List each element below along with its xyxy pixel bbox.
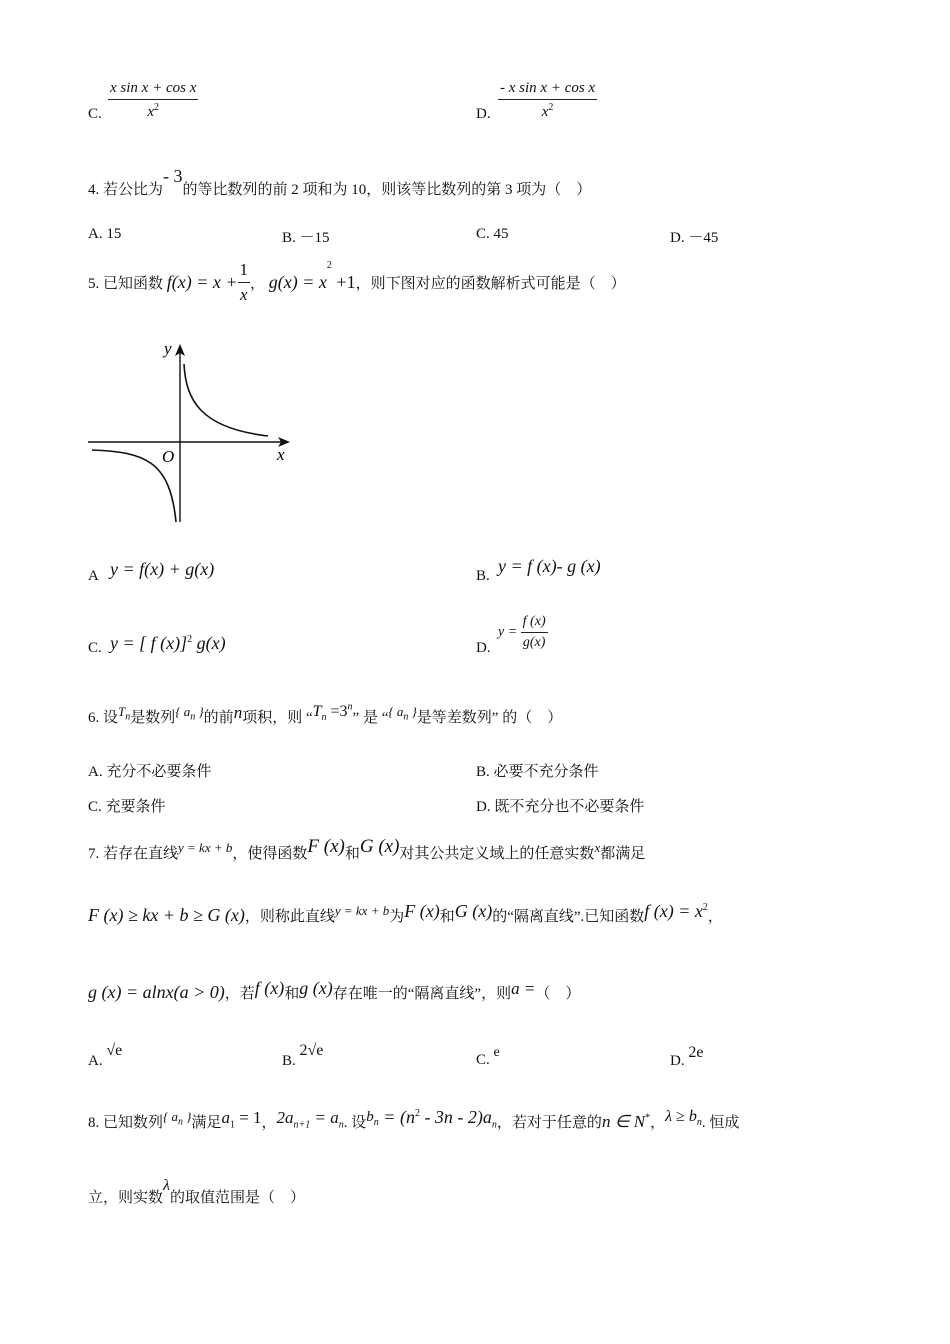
q8-pre: 8. 已知数列 [88, 1115, 164, 1131]
q7-line2-mid: ，则称此直线 [244, 909, 335, 925]
q7-line1-post: 对其公共定义域上的任意实数 [399, 846, 595, 862]
q5-sep: ， [250, 276, 266, 292]
q5-option-d-label: D. [476, 640, 491, 656]
q6-stem-t5: 是等差数列” 的（ ） [416, 710, 563, 726]
q8-a1-rhs: = 1 [234, 1108, 262, 1127]
q8-b-rhs: = (n [378, 1107, 415, 1127]
q7-line3-end: （ ） [535, 986, 581, 1002]
q8-lambda: λ [163, 1177, 170, 1194]
q6-stem-t4: ” 是 “ [352, 710, 389, 726]
q7-f: f (x) [254, 978, 285, 998]
q8-b-rhs2: - 3n - 2)a [419, 1107, 492, 1127]
q8-line2-pre: 立，则实数 [88, 1190, 164, 1206]
q3-option-d-label: D. [476, 106, 491, 122]
q7-comma: ， [707, 909, 723, 925]
q5-g-tail: +1 [331, 272, 356, 292]
q7-and-3: 和 [284, 986, 300, 1002]
q8-t2: . 设 [343, 1115, 367, 1131]
q6-option-b: B. 必要不充分条件 [476, 764, 599, 780]
x-axis-label: x [277, 445, 285, 464]
q4-option-b: B. －15 [282, 230, 330, 246]
q6-stem-pre: 6. 设 [88, 710, 119, 726]
q8-line1: 8. 已知数列{ $a_n$ }满足$a_1 = 1$，$2a_{n+1} = a_n$. 设$b_n = (n^2 - 3n - 2)a_n$，若对于任意的n ∈ N*，$\lambda \ge b_n$. 恒成 [88, 1107, 740, 1131]
q8-rec: 2a [276, 1108, 294, 1127]
q7-option-d-label: D. [670, 1053, 685, 1069]
q5-stem-post: ，则下图对应的函数解析式可能是（ ） [355, 276, 626, 292]
q8-b: b [366, 1109, 374, 1125]
q7-option-b-label: B. [282, 1053, 296, 1069]
q5-stem: 5. 已知函数 f(x) = x + $\frac{1}{x}$ ， $g(x) = x^2 +1$，则下图对应的函数解析式可能是（ ） [88, 260, 626, 304]
q8-lam: λ ≥ b [665, 1108, 697, 1125]
q8-t3: ，若对于任意的 [496, 1115, 602, 1131]
q5-c-expr-part2: g(x) [192, 633, 226, 653]
q6-cond-rhs: =3 [326, 703, 348, 720]
q3-d-denominator: x [541, 104, 549, 120]
q7-option-c-label: C. [476, 1052, 490, 1068]
q5-option-c-label: C. [88, 640, 102, 656]
q7-line3-post: 存在唯一的“隔离直线”，则 [332, 986, 512, 1002]
q6-stem-t1: 是数列 [130, 710, 176, 726]
q4-option-d: D. －45 [670, 230, 719, 246]
q7-line3-mid: ，若 [224, 986, 255, 1002]
y-axis-label: y [164, 339, 172, 358]
q7-g: g (x) [299, 978, 333, 998]
q5-option-d-expr [498, 614, 548, 651]
q5-option-c-expr: y = [ f (x)]$^2$ g(x) [110, 633, 226, 653]
q4-option-c: C. 45 [476, 226, 509, 242]
q8-line2 [88, 1177, 305, 1207]
q8-a1: a [221, 1108, 230, 1127]
q4-stem [88, 166, 592, 199]
q8-n-in: n ∈ N [601, 1112, 646, 1131]
q3-c-denominator: x [147, 104, 155, 120]
curve-right-branch [184, 364, 268, 436]
q7-option-a-value: √e [106, 1042, 123, 1059]
q8-line2-post: 的取值范围是（ ） [169, 1190, 305, 1206]
q7-option-c-value: e [493, 1045, 500, 1060]
q7-line1-pre: 7. 若存在直线 [88, 846, 179, 862]
q5-d-y: y = [498, 624, 518, 640]
q7-f-def: f (x) = x [644, 901, 703, 921]
q7-option-a-label: A. [88, 1053, 103, 1069]
q6-option-d: D. 既不充分也不必要条件 [476, 799, 645, 815]
q4-stem-pre: 4. 若公比为 [88, 182, 164, 198]
q3-option-c-expr: $\frac{\text{x sin x + cos x}}{x^2}$ [110, 80, 197, 120]
q3-option-d-expr: $\frac{\text{- x sin x + cos x}}{x^2}$ [500, 80, 596, 120]
q5-option-b-expr: y = f (x)- g (x) [498, 556, 601, 576]
q8-t4: . 恒成 [701, 1115, 740, 1131]
q4-ratio: - 3 [163, 166, 183, 186]
origin-label: O [162, 447, 175, 466]
q5-function-graph [84, 336, 300, 528]
q7-line2: F (x) ≥ kx + b ≥ G (x)，则称此直线y = kx + b为F (x)和G (x)的“隔离直线”.已知函数f $(x) = x^2$， [88, 901, 723, 925]
q7-and: 和 [344, 846, 360, 862]
q6-stem-t3: 项积，则 “ [242, 710, 313, 726]
q7-line1-end: 都满足 [600, 846, 646, 862]
q7-option-a [88, 1042, 123, 1070]
q7-line1-mid: ，使得函数 [232, 846, 308, 862]
q7-a-eq: a = [511, 979, 536, 998]
q7-and-2: 和 [439, 909, 455, 925]
q7-g-def: g (x) = alnx(a > 0) [88, 982, 225, 1002]
q5-f-def: f(x) = x + [166, 272, 238, 292]
q6-stem-t2: 的前 [203, 710, 234, 726]
q7-G: G (x) [359, 836, 400, 857]
q7-line3 [88, 978, 581, 1003]
q5-d-denominator: g(x) [522, 635, 546, 650]
q4-option-a: A. 15 [88, 226, 122, 242]
q7-option-b [282, 1042, 324, 1070]
q5-stem-pre: 5. 已知函数 [88, 276, 164, 292]
q7-option-d-value: 2e [688, 1044, 704, 1061]
q8-rec-rhs: = a [310, 1108, 339, 1127]
q5-option-a-expr: y = f(x) + g(x) [110, 559, 215, 579]
q7-option-b-value: 2√e [299, 1042, 324, 1059]
q5-g-def: g(x) = x [268, 272, 327, 292]
q7-line-expr: y = kx + b [178, 840, 233, 855]
q5-d-numerator: f (x) [521, 614, 548, 633]
q6-option-a: A. 充分不必要条件 [88, 764, 212, 780]
q4-stem-post: 的等比数列的前 2 项和为 10，则该等比数列的第 3 项为（ ） [182, 182, 592, 198]
q7-x: x [594, 840, 601, 855]
q3-option-c-label: C. [88, 106, 102, 122]
q7-line2-b: 为 [389, 909, 405, 925]
q7-inequality: F (x) ≥ kx + b ≥ G (x) [88, 905, 245, 925]
q6-option-c: C. 充要条件 [88, 799, 166, 815]
q5-c-expr-part1: y = [ f (x)] [110, 633, 188, 653]
q6-cond-t: T [312, 703, 322, 720]
q8-t1: 满足 [191, 1115, 222, 1131]
q6-n: n [233, 703, 243, 722]
q6-stem: 6. 设$T_n$是数列{ $a_n$ }的前n项积，则 “$T_n =3^n$” 是 “{ $a_n$ }是等差数列” 的（ ） [88, 701, 563, 726]
q7-line-expr-2: y = kx + b [334, 903, 390, 918]
q3-d-numerator: - x sin x + cos x [498, 80, 597, 100]
q7-F-2: F (x) [404, 901, 440, 921]
q7-line1 [88, 836, 646, 864]
q7-option-c [476, 1045, 500, 1069]
q5-option-b-label: B. [476, 568, 490, 584]
q7-F: F (x) [307, 836, 345, 857]
q7-option-d [670, 1044, 704, 1070]
q7-G-2: G (x) [454, 901, 493, 921]
q5-option-a-label: A [88, 568, 99, 584]
q7-line2-c: 的“隔离直线”.已知函数 [492, 909, 645, 925]
q3-c-numerator: x sin x + cos x [108, 80, 198, 100]
